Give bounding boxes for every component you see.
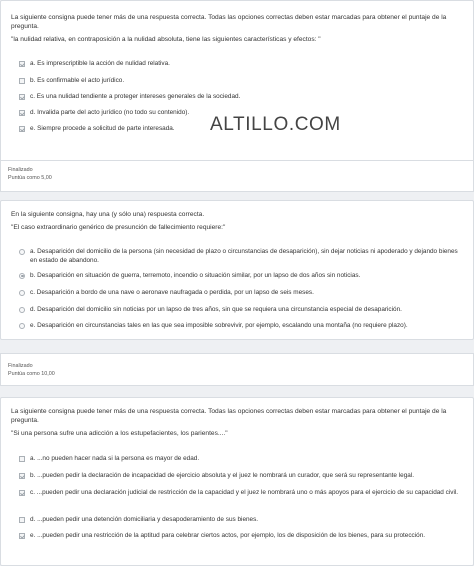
radio-button[interactable] — [19, 307, 25, 313]
option-label: e. Siempre procede a solicitud de parte interesada. — [30, 125, 175, 132]
status-score: Puntúa como 5,00 — [8, 175, 52, 181]
checkbox[interactable] — [19, 473, 25, 479]
q3-option-c[interactable] — [19, 488, 465, 497]
q2-option-e[interactable] — [19, 321, 465, 330]
q2-option-c[interactable] — [19, 288, 465, 297]
question-2-instruction: En la siguiente consigna, hay una (y sólo una) respuesta correcta. — [11, 211, 205, 218]
question-card-3 — [0, 397, 474, 566]
question-2-status — [0, 353, 474, 386]
q1-option-a[interactable] — [19, 59, 465, 68]
option-label: e. Desaparición en circunstancias tales en las que sea imposible sobrevivir, por ejemplo, escalando una montaña (no requiere plazo). — [30, 322, 408, 329]
option-label: e. ...pueden pedir una restricción de la aptitud para celebrar ciertos actos, por ejemplo, los de disposición de los bienes, para su protección. — [30, 532, 426, 539]
question-1-instruction: La siguiente consigna puede tener más de una respuesta correcta. Todas las opciones correctas deben estar marcadas para obtener el puntaje de la pregunta. — [11, 14, 447, 30]
radio-button[interactable] — [19, 290, 25, 296]
checkbox[interactable] — [19, 126, 25, 132]
checkbox[interactable] — [19, 94, 25, 100]
q2-option-d[interactable] — [19, 305, 465, 314]
option-label: a. Es imprescriptible la acción de nulidad relativa. — [30, 60, 170, 67]
option-label: c. Es una nulidad tendiente a proteger intereses generales de la sociedad. — [30, 93, 241, 100]
q3-option-d[interactable] — [19, 515, 465, 524]
radio-button[interactable] — [19, 249, 25, 255]
status-state: Finalizado — [8, 363, 33, 369]
option-label: b. ...pueden pedir la declaración de incapacidad de ejercicio absoluta y el juez le nombrará un curador, que será su representante legal. — [30, 472, 415, 479]
q3-option-a[interactable] — [19, 454, 465, 463]
checkbox[interactable] — [19, 490, 25, 496]
watermark-logo: ALTILLO.COM — [210, 114, 341, 135]
checkbox[interactable] — [19, 78, 25, 84]
option-label: c. Desaparición a bordo de una nave o aeronave naufragada o perdida, por un lapso de seis meses. — [30, 289, 314, 296]
question-1-status — [0, 160, 474, 192]
checkbox[interactable] — [19, 61, 25, 67]
question-3-instruction: La siguiente consigna puede tener más de una respuesta correcta. Todas las opciones correctas deben estar marcadas para obtener el puntaje de la pregunta. — [11, 408, 447, 424]
q2-option-b[interactable] — [19, 271, 465, 280]
question-3-stem: "Si una persona sufre una adicción a los estupefacientes, los parientes...." — [11, 430, 228, 437]
option-label: d. ...pueden pedir una detención domiciliaria y desapoderamiento de sus bienes. — [30, 516, 259, 523]
option-label: b. Es confirmable el acto jurídico. — [30, 77, 125, 84]
radio-button[interactable] — [19, 273, 25, 279]
option-label: d. Desaparición del domicilio sin noticias por un lapso de tres años, sin que se requiera una circunstancia especial de desaparición. — [30, 306, 402, 313]
question-card-1 — [0, 0, 474, 172]
option-label: d. Invalida parte del acto jurídico (no todo su contenido). — [30, 109, 190, 116]
radio-button[interactable] — [19, 323, 25, 329]
question-1-stem: "la nulidad relativa, en contraposición a la nulidad absoluta, tiene las siguientes características y efectos: " — [11, 36, 321, 43]
question-card-2 — [0, 200, 474, 340]
status-state: Finalizado — [8, 167, 33, 173]
checkbox[interactable] — [19, 456, 25, 462]
q3-option-e[interactable] — [19, 531, 465, 540]
q1-option-b[interactable] — [19, 76, 465, 85]
question-2-stem: "El caso extraordinario genérico de presunción de fallecimiento requiere:" — [11, 224, 226, 231]
option-label: a. Desaparición del domicilio de la persona (sin necesidad de plazo o circunstancias de desaparición), sin dejar noticias ni apoderado y dejando bienes en estado de abandono. — [30, 248, 458, 264]
checkbox[interactable] — [19, 517, 25, 523]
option-label: a. ...no pueden hacer nada si la persona es mayor de edad. — [30, 455, 200, 462]
status-score: Puntúa como 10,00 — [8, 371, 55, 377]
option-label: b. Desaparición en situación de guerra, terremoto, incendio o situación similar, por un lapso de dos años sin noticias. — [30, 272, 361, 279]
q2-option-a[interactable] — [19, 247, 465, 265]
q3-option-b[interactable] — [19, 471, 465, 480]
checkbox[interactable] — [19, 533, 25, 539]
checkbox[interactable] — [19, 110, 25, 116]
q1-option-c[interactable] — [19, 92, 465, 101]
option-label: c. ...pueden pedir una declaración judicial de restricción de la capacidad y el juez le nombrará uno o más apoyos para el ejercicio de su capacidad civil. — [30, 489, 459, 496]
